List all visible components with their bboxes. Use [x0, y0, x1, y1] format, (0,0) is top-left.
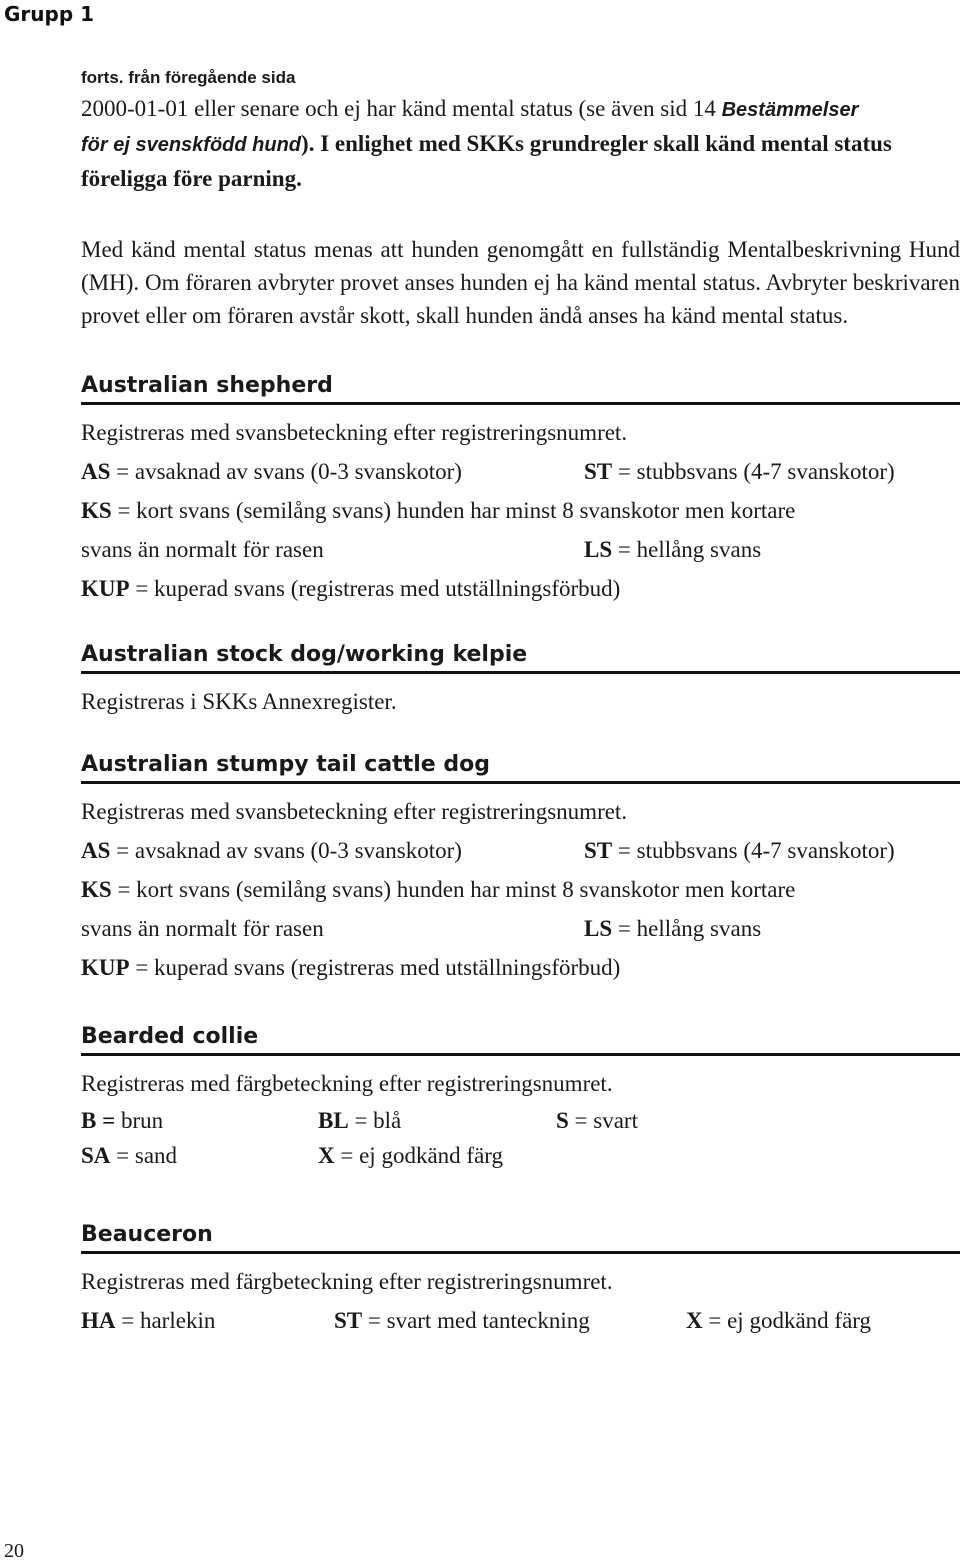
mental-status-paragraph: Med känd mental status menas att hunden genomgått en fullständig Mentalbeskrivning Hund (MH). Om föraren avbryter provet anses hunden ej ha känd mental status. Avbryter beskrivaren provet eller om föraren avstår skott, skall hunden ändå anses ha känd mental status.	[81, 237, 960, 328]
code-ks-desc: = kort svans (semilång svans) hunden har minst 8 svanskotor men kortare	[111, 877, 796, 902]
code-x: X	[318, 1143, 335, 1168]
code-row	[81, 909, 960, 948]
code-s-desc: = svart	[568, 1108, 638, 1133]
code-st: ST	[334, 1308, 363, 1333]
code-row	[81, 1301, 960, 1340]
code-as: AS	[81, 838, 111, 863]
code-st-desc: = svart med tanteckning	[362, 1308, 590, 1333]
code-bl: BL	[318, 1108, 349, 1133]
section-australian-stock-dog	[81, 641, 960, 721]
intro-l3: föreligga före parning.	[81, 166, 302, 191]
code-ks-desc: = kort svans (semilång svans) hunden har minst 8 svanskotor men kortare	[111, 498, 796, 523]
section-title: Australian shepherd	[81, 372, 960, 405]
code-kup-desc: = kuperad svans (registreras med utställningsförbud)	[129, 955, 621, 980]
registration-note: Registreras med svansbeteckning efter registreringsnumret.	[81, 799, 628, 824]
code-ks: KS	[81, 877, 112, 902]
code-x-desc: = ej godkänd färg	[334, 1143, 504, 1168]
section-title: Beauceron	[81, 1221, 960, 1254]
section-title: Australian stock dog/working kelpie	[81, 641, 960, 674]
intro-paragraph	[81, 92, 960, 195]
section-title: Australian stumpy tail cattle dog	[81, 751, 960, 784]
registration-note: Registreras med färgbeteckning efter registreringsnumret.	[81, 1269, 613, 1294]
code-kup: KUP	[81, 576, 130, 601]
code-sa-desc: = sand	[110, 1143, 178, 1168]
code-ha-desc: = harlekin	[115, 1308, 216, 1333]
section-title: Bearded collie	[81, 1023, 960, 1056]
section-bearded-collie	[81, 1023, 960, 1173]
code-as-desc: = avsaknad av svans (0-3 svanskotor)	[110, 838, 462, 863]
code-kup: KUP	[81, 955, 130, 980]
intro-l1a: 2000-01-01 eller senare och ej har känd mental status (se även sid 14	[81, 96, 722, 121]
code-ks-cont: svans än normalt för rasen	[81, 537, 324, 562]
code-ha: HA	[81, 1308, 116, 1333]
intro-l2a: för ej svenskfödd hund	[81, 134, 302, 156]
code-ls: LS	[584, 916, 613, 941]
code-row	[81, 831, 960, 870]
page-number: 20	[4, 1540, 24, 1562]
code-st: ST	[584, 838, 613, 863]
code-st-desc: = stubbsvans (4-7 svanskotor)	[612, 459, 895, 484]
registration-note: Registreras med svansbeteckning efter registreringsnumret.	[81, 420, 628, 445]
code-kup-desc: = kuperad svans (registreras med utställningsförbud)	[129, 576, 621, 601]
code-ls-desc: = hellång svans	[612, 537, 762, 562]
code-as-desc: = avsaknad av svans (0-3 svanskotor)	[110, 459, 462, 484]
section-australian-shepherd	[81, 372, 960, 608]
code-b: B =	[81, 1108, 116, 1133]
code-as: AS	[81, 459, 111, 484]
code-row	[81, 1103, 960, 1138]
code-x: X	[686, 1308, 703, 1333]
intro-l2b: ). I enlighet med SKKs grundregler skall känd mental status	[301, 131, 892, 156]
continued-note: forts. från föregående sida	[81, 68, 296, 87]
registration-note: Registreras med färgbeteckning efter registreringsnumret.	[81, 1071, 613, 1096]
code-row	[81, 569, 960, 608]
registration-note: Registreras i SKKs Annexregister.	[81, 689, 397, 714]
code-row	[81, 1138, 960, 1173]
code-row	[81, 870, 960, 909]
code-b-desc: brun	[115, 1108, 164, 1133]
code-bl-desc: = blå	[348, 1108, 402, 1133]
code-ks-cont: svans än normalt för rasen	[81, 916, 324, 941]
code-st-desc: = stubbsvans (4-7 svanskotor)	[612, 838, 895, 863]
code-row	[81, 530, 960, 569]
code-row	[81, 948, 960, 987]
section-beauceron	[81, 1221, 960, 1340]
code-st: ST	[584, 459, 613, 484]
code-sa: SA	[81, 1143, 111, 1168]
page-header: Grupp 1	[4, 2, 95, 26]
code-x-desc: = ej godkänd färg	[702, 1308, 872, 1333]
code-row	[81, 452, 960, 491]
section-australian-stumpy-tail	[81, 751, 960, 987]
page-content	[81, 64, 960, 1340]
code-ks: KS	[81, 498, 112, 523]
code-ls: LS	[584, 537, 613, 562]
code-ls-desc: = hellång svans	[612, 916, 762, 941]
intro-l1b: Bestämmelser	[721, 99, 859, 121]
code-s: S	[556, 1108, 569, 1133]
code-row	[81, 491, 960, 530]
